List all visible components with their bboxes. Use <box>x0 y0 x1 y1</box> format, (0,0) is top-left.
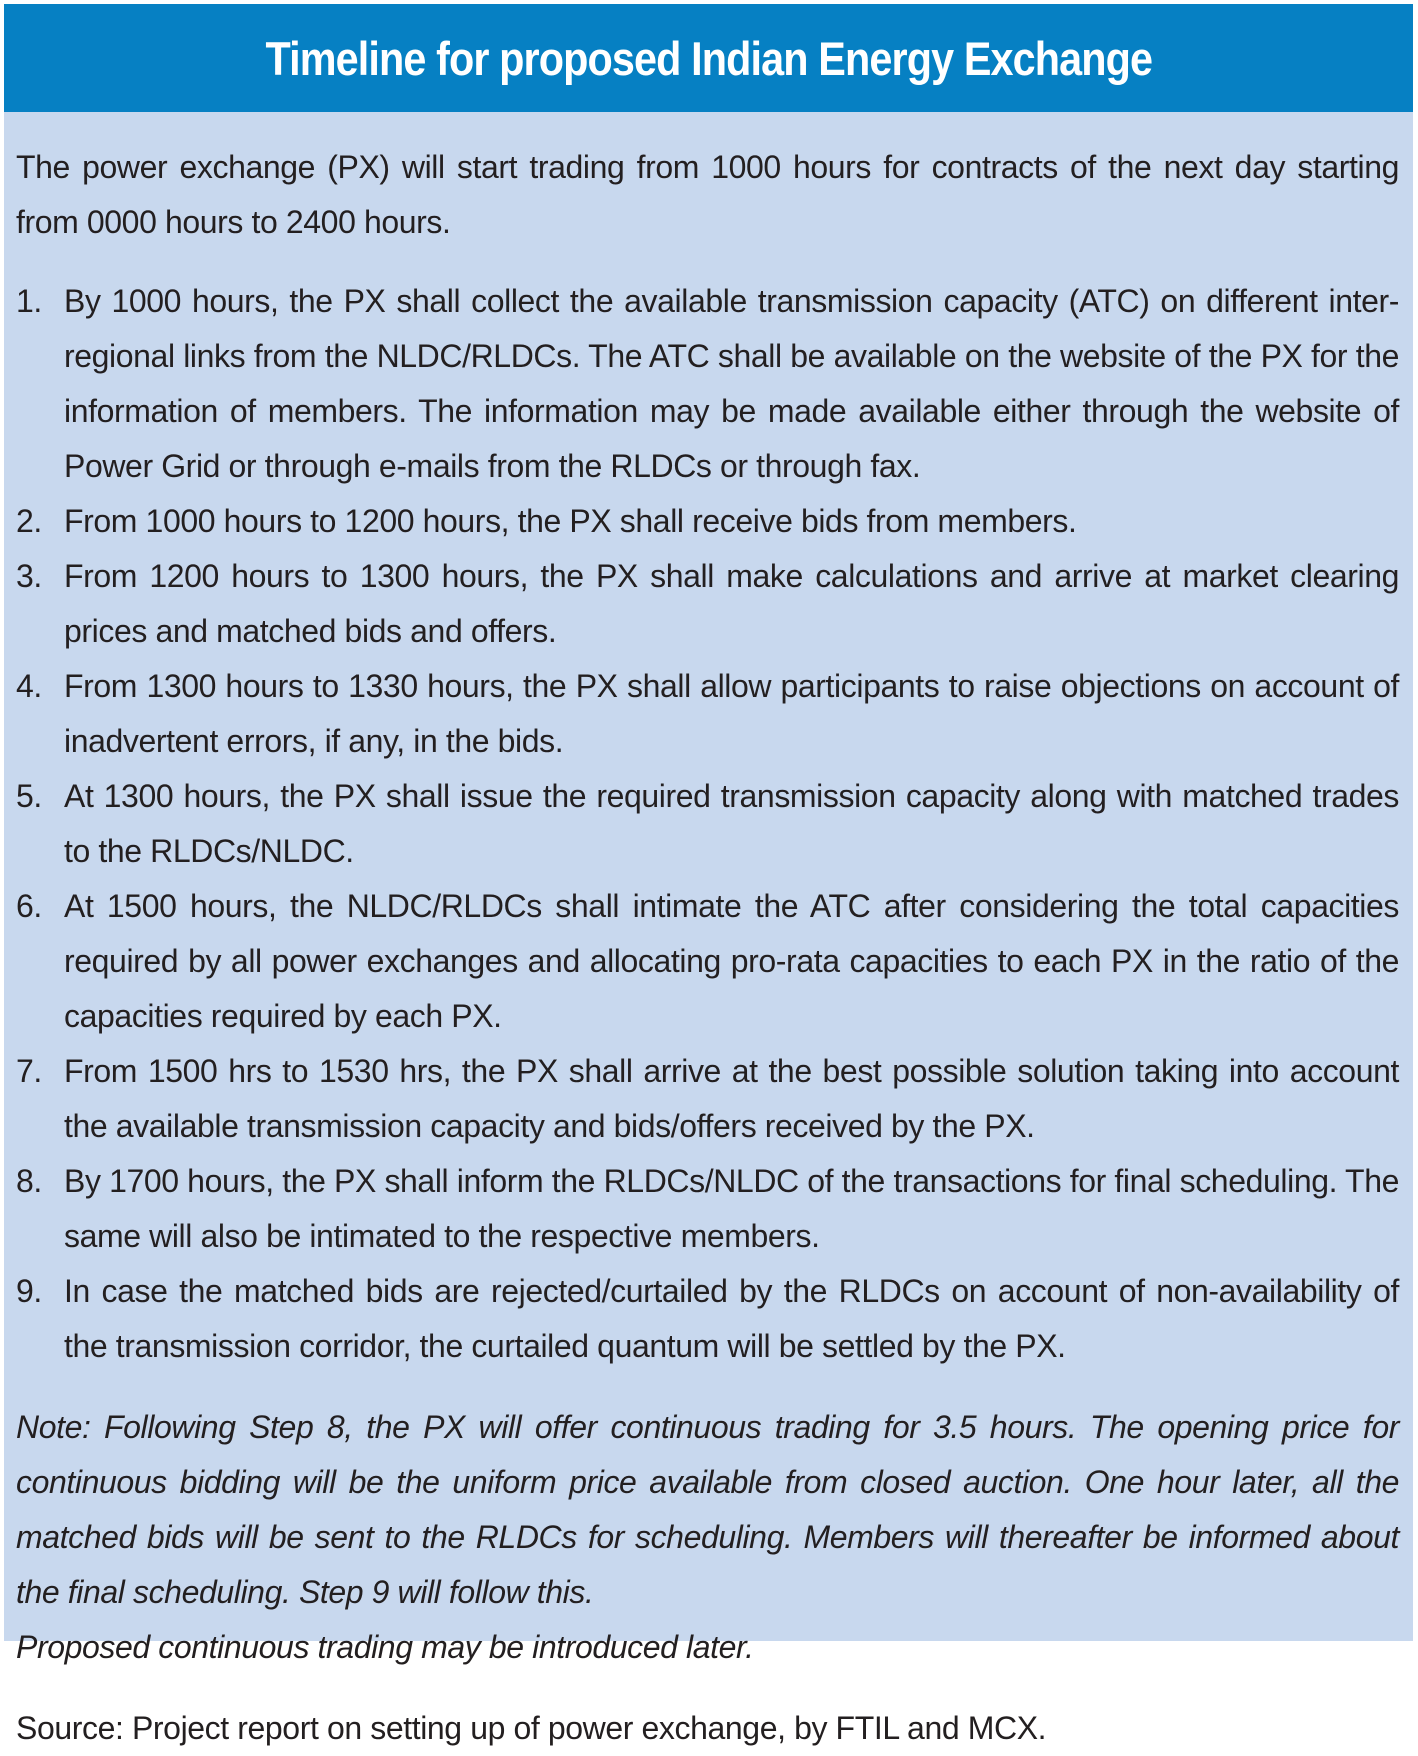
item-text: At 1300 hours, the PX shall issue the required transmission capacity along with matched trades to the RLDCs/NLDC. <box>64 778 1399 869</box>
note-paragraph: Note: Following Step 8, the PX will offer continuous trading for 3.5 hours. The opening price for continuous bidding will be the uniform price available from closed auction. One hour later, all the matched bids will be sent to the RLDCs for scheduling. Members will thereafter be informed about the final scheduling. Step 9 will follow this. <box>16 1409 1399 1610</box>
list-item <box>16 274 1399 494</box>
content-panel <box>4 112 1413 1746</box>
item-text: At 1500 hours, the NLDC/RLDCs shall intimate the ATC after considering the total capacities required by all power exchanges and allocating pro-rata capacities to each PX in the ratio of the capacities required by each PX. <box>64 888 1399 1034</box>
list-item <box>16 1264 1399 1374</box>
list-item <box>16 549 1399 659</box>
item-number: 7. <box>16 1053 42 1089</box>
source-line: Source: Project report on setting up of power exchange, by FTIL and MCX. <box>16 1710 1047 1746</box>
item-number: 9. <box>16 1273 42 1309</box>
item-text: From 1500 hrs to 1530 hrs, the PX shall arrive at the best possible solution taking into account the available transmission capacity and bids/offers received by the PX. <box>64 1053 1399 1144</box>
list-item <box>16 494 1399 549</box>
list-item <box>16 1044 1399 1154</box>
item-text: From 1200 hours to 1300 hours, the PX shall make calculations and arrive at market clearing prices and matched bids and offers. <box>64 558 1399 649</box>
item-text: By 1700 hours, the PX shall inform the RLDCs/NLDC of the transactions for final scheduling. The same will also be intimated to the respective members. <box>64 1163 1399 1254</box>
timeline-list <box>16 274 1399 1374</box>
item-number: 5. <box>16 778 42 814</box>
list-item <box>16 659 1399 769</box>
page-title: Timeline for proposed Indian Energy Exchange <box>265 31 1152 85</box>
note-secondary-paragraph: Proposed continuous trading may be introduced later. <box>16 1629 754 1665</box>
item-number: 1. <box>16 283 42 319</box>
title-bar <box>4 4 1413 112</box>
item-number: 2. <box>16 503 42 539</box>
list-item <box>16 879 1399 1044</box>
item-number: 6. <box>16 888 42 924</box>
item-number: 4. <box>16 668 42 704</box>
item-number: 3. <box>16 558 42 594</box>
item-text: From 1300 hours to 1330 hours, the PX shall allow participants to raise objections on account of inadvertent errors, if any, in the bids. <box>64 668 1399 759</box>
item-text: By 1000 hours, the PX shall collect the available transmission capacity (ATC) on different inter-regional links from the NLDC/RLDCs. The ATC shall be available on the website of the PX for the information of members. The information may be made available either through the website of Power Grid or through e-mails from the RLDCs or through fax. <box>64 283 1399 484</box>
item-number: 8. <box>16 1163 42 1199</box>
item-text: In case the matched bids are rejected/curtailed by the RLDCs on account of non-availability of the transmission corridor, the curtailed quantum will be settled by the PX. <box>64 1273 1399 1364</box>
intro-paragraph: The power exchange (PX) will start trading from 1000 hours for contracts of the next day starting from 0000 hours to 2400 hours. <box>16 149 1399 240</box>
list-item <box>16 769 1399 879</box>
item-text: From 1000 hours to 1200 hours, the PX shall receive bids from members. <box>64 503 1077 539</box>
list-item <box>16 1154 1399 1264</box>
